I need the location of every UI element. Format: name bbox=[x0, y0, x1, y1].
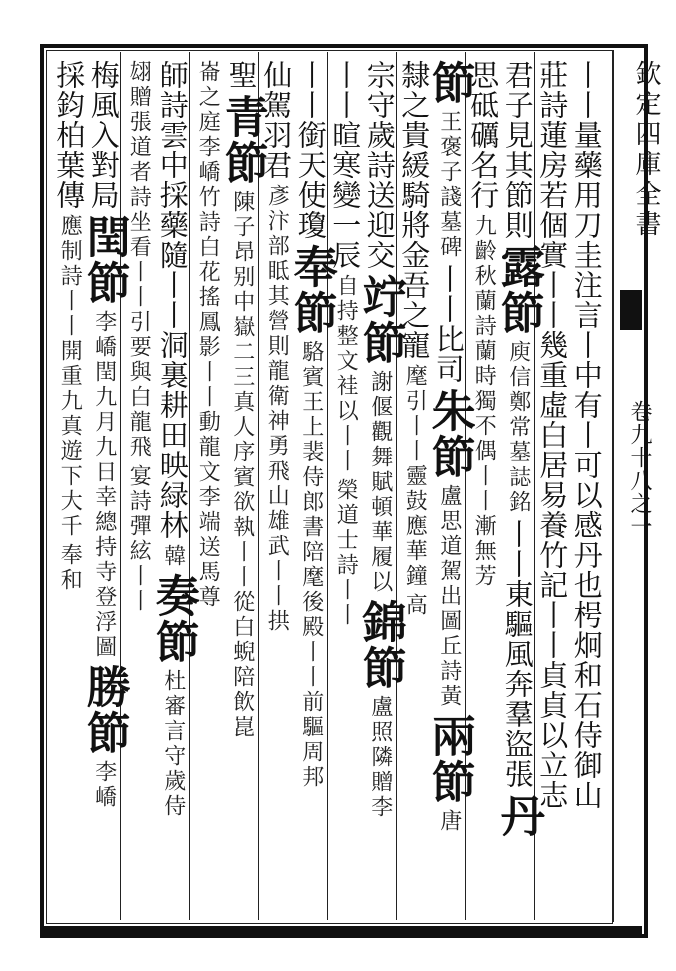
annotation-text: 盧思道駕出圖丘詩黃 bbox=[436, 484, 462, 709]
body-text: 師詩雲中採藥隨丨丨洞裏耕田映緑林 bbox=[155, 60, 190, 540]
heading-term: 奏節 bbox=[147, 573, 199, 665]
text-column bbox=[570, 58, 605, 812]
text-column bbox=[285, 58, 337, 792]
body-text: 仙駕羽君 bbox=[259, 60, 294, 180]
edition-title: 欽定四庫全書 bbox=[631, 60, 661, 240]
annotation-text: 高 bbox=[402, 593, 428, 618]
annotation-text: 自持整文袿以丨丨 bbox=[333, 274, 359, 474]
annotation-text: 宴詩彈絃丨丨 bbox=[126, 464, 152, 614]
heading-term: 奉節 bbox=[285, 244, 337, 336]
text-column bbox=[423, 58, 475, 836]
heading-term: 丹 bbox=[492, 793, 544, 839]
text-column bbox=[492, 58, 544, 841]
body-text: 丨丨暄寒變一辰 bbox=[328, 60, 363, 270]
text-column bbox=[328, 58, 363, 630]
annotation-text: 李嶠閏九月九日幸總持寺登浮圖 bbox=[91, 310, 117, 660]
heading-term: 錦節 bbox=[354, 599, 406, 691]
body-text: 採鈞柏葉傳 bbox=[52, 60, 87, 210]
annotation-text: 奉和 bbox=[57, 543, 83, 593]
annotation-text: 陳子昂别中嶽二三真人序賓欲執丨丨從白蜺陪飲崑 bbox=[229, 190, 255, 740]
annotation-text: 崙之庭李嶠竹詩白花搖鳳影丨丨動龍文李端送馬尊 bbox=[195, 60, 221, 610]
text-column bbox=[466, 58, 501, 591]
body-text: 隸之貴緩騎將金吾之寵 bbox=[397, 60, 432, 360]
body-text: 聖 bbox=[224, 60, 259, 90]
annotation-text: 應制詩丨丨開重九真遊下大千 bbox=[57, 214, 83, 539]
annotation-text: 盧照隣贈李 bbox=[367, 695, 393, 820]
chapter-number: 卷九十八之一 bbox=[627, 400, 652, 538]
body-text: 丨丨銜天使瓊 bbox=[293, 60, 328, 240]
annotation-text: 唐 bbox=[436, 809, 462, 834]
body-text: 丨丨東驅風奔羣盜張 bbox=[500, 519, 535, 789]
edition-label bbox=[628, 60, 664, 240]
annotation-text: 彥汴部眡其營則龍衛神勇飛山雄武丨丨拱 bbox=[264, 184, 290, 634]
annotation-text: 謝偃觀舞賦頓華履以 bbox=[367, 370, 393, 595]
text-column bbox=[535, 58, 570, 812]
fish-tail-mark bbox=[620, 290, 642, 330]
chapter-label bbox=[628, 400, 664, 542]
bottom-rule bbox=[42, 926, 642, 934]
text-column bbox=[52, 58, 87, 595]
heading-term: 閏節 bbox=[78, 214, 130, 306]
body-text: 莊詩蓮房若個實丨丨幾重虛白居易養竹記丨丨貞貞以立志 bbox=[535, 60, 570, 810]
text-column bbox=[354, 58, 406, 822]
annotation-text: 翃贈張道者詩坐看丨丨引要與白龍飛 bbox=[126, 60, 152, 460]
body-text: 丨丨比司 bbox=[431, 264, 466, 384]
body-text: 梅風入對局 bbox=[86, 60, 121, 210]
body-text: 思砥礪名行 bbox=[466, 60, 501, 210]
annotation-text: 李嶠 bbox=[91, 760, 117, 810]
heading-term: 露節 bbox=[492, 244, 544, 336]
text-column bbox=[147, 58, 199, 821]
text-column bbox=[190, 58, 225, 612]
heading-term: 勝節 bbox=[78, 664, 130, 756]
annotation-text: 九齡秋蘭詩蘭時獨不偶丨丨漸無芳 bbox=[471, 214, 497, 589]
heading-term: 竚節 bbox=[354, 274, 406, 366]
body-text: 宗守歲詩送迎交 bbox=[362, 60, 397, 270]
annotation-text: 庾信鄭常墓誌銘 bbox=[505, 340, 531, 515]
annotation-text: 麾引丨丨靈鼓應華鐘 bbox=[402, 364, 428, 589]
body-text: 君子見其節則 bbox=[500, 60, 535, 240]
body-text: 丨丨量藥用刀圭注言丨中有丨可以感丹也枵炯和石侍御山 bbox=[569, 60, 604, 810]
annotation-text: 韓 bbox=[160, 544, 186, 569]
annotation-text: 杜審言守歲侍 bbox=[160, 669, 186, 819]
text-column bbox=[216, 58, 268, 742]
text-column bbox=[78, 58, 130, 812]
annotation-text: 王褒子諓墓碑 bbox=[436, 110, 462, 260]
annotation-text: 榮道士詩丨丨 bbox=[333, 478, 359, 628]
heading-term: 青節 bbox=[216, 94, 268, 186]
text-column bbox=[121, 58, 156, 616]
heading-term: 兩節 bbox=[423, 713, 475, 805]
annotation-text: 駱賓王上裴侍郎書陪麾後殿丨丨前驅周邦 bbox=[298, 340, 324, 790]
heading-term: 朱節 bbox=[423, 388, 475, 480]
heading-term: 節 bbox=[423, 60, 475, 106]
